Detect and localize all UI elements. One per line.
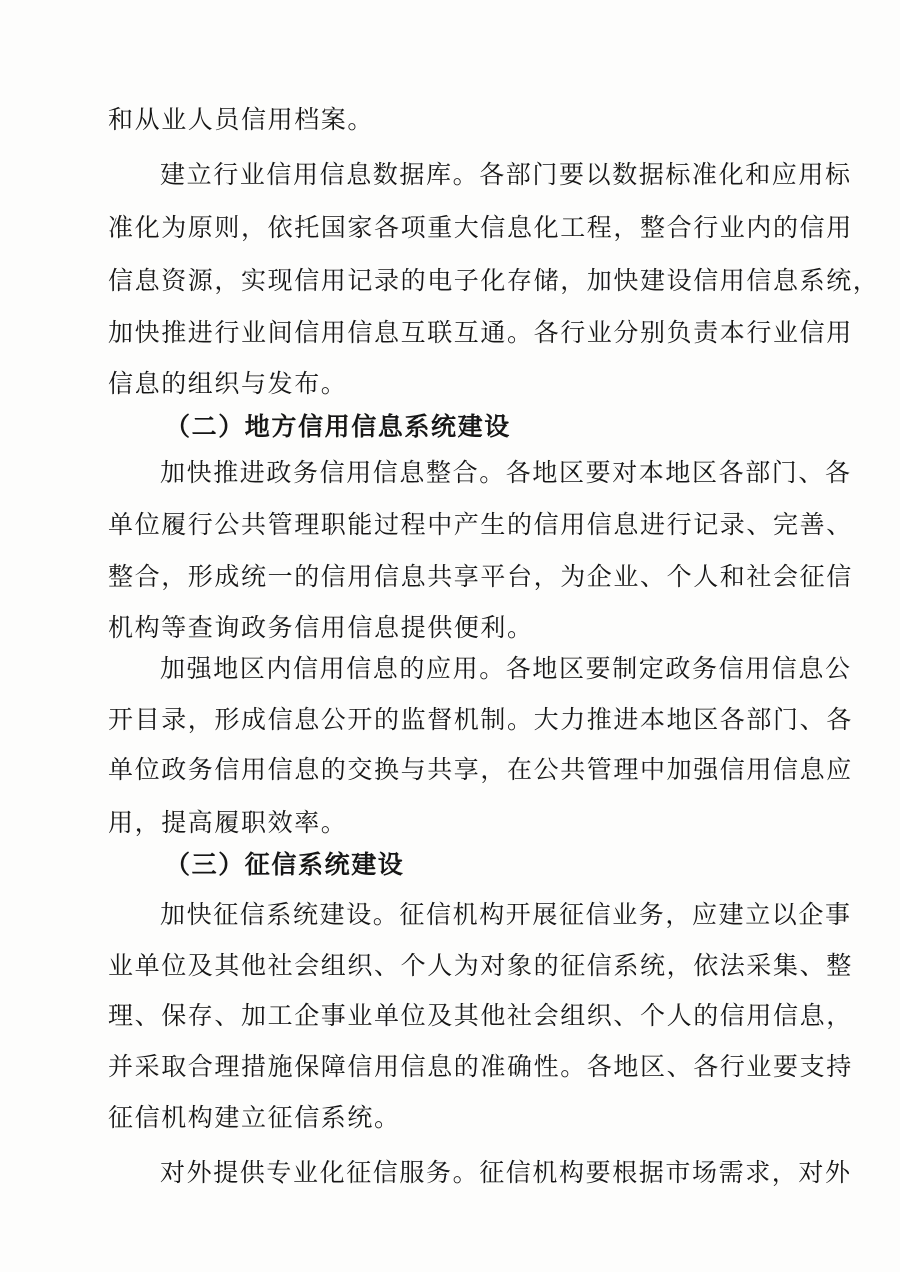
text-line: 整合，形成统一的信用信息共享平台，为企业、个人和社会征信 <box>108 562 853 591</box>
text-line: 单位政务信用信息的交换与共享，在公共管理中加强信用信息应 <box>108 755 853 784</box>
text-line: 加快推进行业间信用信息互联互通。各行业分别负责本行业信用 <box>108 318 853 347</box>
text-line: 加强地区内信用信息的应用。各地区要制定政务信用信息公 <box>160 654 852 683</box>
text-line: 加快征信系统建设。征信机构开展征信业务，应建立以企事 <box>160 900 852 929</box>
text-line: 并采取合理措施保障信用信息的准确性。各地区、各行业要支持 <box>108 1052 853 1081</box>
text-line: 机构等查询政务信用信息提供便利。 <box>108 613 534 642</box>
text-line: 征信机构建立征信系统。 <box>108 1103 401 1132</box>
text-line: 信息资源，实现信用记录的电子化存储，加快建设信用信息系统， <box>108 266 880 295</box>
text-line: 理、保存、加工企事业单位及其他社会组织、个人的信用信息， <box>108 1001 853 1030</box>
text-line: 开目录，形成信息公开的监督机制。大力推进本地区各部门、各 <box>108 705 853 734</box>
section-heading: （三）征信系统建设 <box>165 850 405 879</box>
text-line: 建立行业信用信息数据库。各部门要以数据标准化和应用标 <box>160 160 852 189</box>
text-line: 准化为原则，依托国家各项重大信息化工程，整合行业内的信用 <box>108 213 853 242</box>
text-line: 业单位及其他社会组织、个人为对象的征信系统，依法采集、整 <box>108 951 853 980</box>
section-heading: （二）地方信用信息系统建设 <box>165 412 511 441</box>
text-line: 对外提供专业化征信服务。征信机构要根据市场需求，对外 <box>160 1158 852 1187</box>
text-line: 用，提高履职效率。 <box>108 808 348 837</box>
text-line: 信息的组织与发布。 <box>108 369 348 398</box>
text-line: 单位履行公共管理职能过程中产生的信用信息进行记录、完善、 <box>108 510 853 539</box>
text-line: 和从业人员信用档案。 <box>108 105 375 134</box>
text-line: 加快推进政务信用信息整合。各地区要对本地区各部门、各 <box>160 458 852 487</box>
